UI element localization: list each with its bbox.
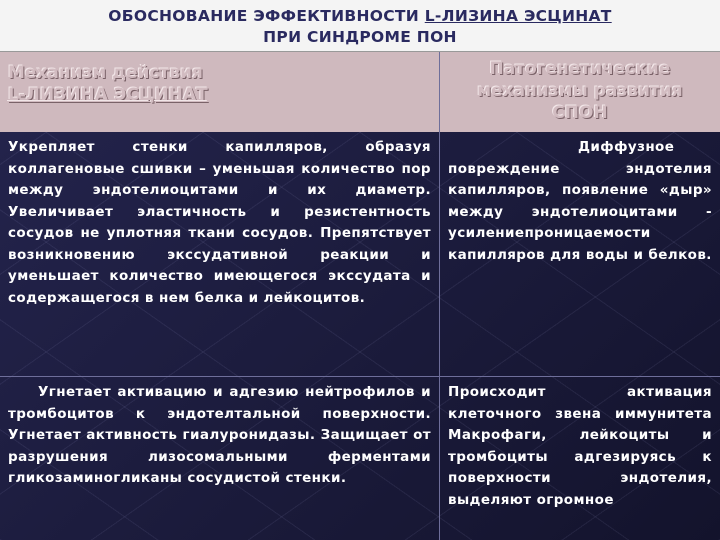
slide-title-line1: [0, 6, 720, 27]
slide-title-line2: ПРИ СИНДРОМЕ ПОН: [263, 28, 457, 46]
header-mechanism-line1: Механизм действия: [8, 63, 203, 83]
cell-row1-pathogenesis-text: Диффузное повреждение эндотелия капилляров, появление «дыр» между эндотелиоцитами - усилениепроницаемости капилляров для воды и белков.: [448, 139, 712, 263]
comparison-table: [0, 52, 720, 540]
slide-title: [0, 0, 720, 52]
cell-row2-pathogenesis: [440, 377, 720, 540]
cell-row2-mechanism: [0, 377, 440, 540]
slide-title-drug: L-ЛИЗИНА ЭСЦИНАТ: [424, 7, 612, 25]
header-pathogenesis: [440, 52, 720, 132]
slide-title-text: ОБОСНОВАНИЕ ЭФФЕКТИВНОСТИ: [108, 7, 425, 25]
header-pathogenesis-text: Патогенетические механизмы развития СПОН: [477, 59, 683, 123]
cell-row1-pathogenesis: [440, 132, 720, 377]
cell-row1-mechanism-text: Укрепляет стенки капилляров, образуя коллагеновые сшивки – уменьшая количество пор между эндотелиоцитами и их диаметр. Увеличивает эластичность и резистентность сосудов не уплотняя ткани сосудов. Препятствует возникновению экссудативной реакции и уменьшает количество имеющегося экссудата и содержащегося в нем белка и лейкоцитов.: [8, 139, 431, 306]
header-mechanism-line2: L-ЛИЗИНА ЭСЦИНАТ: [8, 85, 208, 105]
cell-row2-pathogenesis-text: Происходит активация клеточного звена иммунитета Макрофаги, лейкоциты и тромбоциты адгезируясь к поверхности эндотелия, выделяют огромное: [448, 384, 712, 508]
cell-row1-mechanism: [0, 132, 440, 377]
cell-row2-mechanism-text: Угнетает активацию и адгезию нейтрофилов и тромбоцитов к эндотелтальной поверхности. Угнетает активность гиалуронидазы. Защищает от разрушения лизосомальными ферментами гликозаминогликаны сосудистой стенки.: [8, 384, 431, 486]
header-mechanism: [0, 52, 440, 132]
